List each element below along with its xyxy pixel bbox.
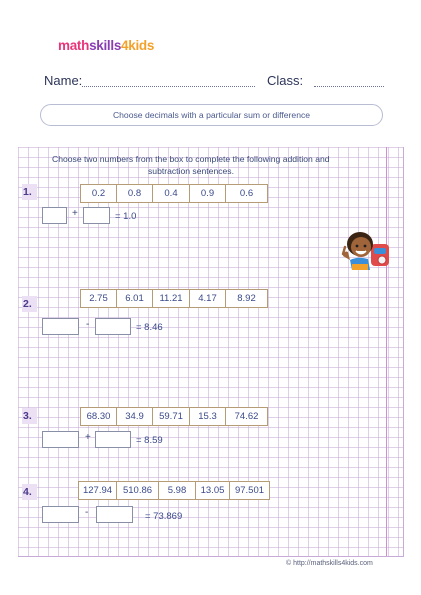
- number-option: 6.01: [117, 290, 153, 307]
- question-number: 1.: [22, 184, 37, 200]
- number-option: 0.6: [239, 188, 254, 199]
- number-box: [80, 184, 268, 203]
- result-value: = 73.869: [145, 511, 183, 522]
- logo-part-skills: skills: [89, 38, 122, 53]
- question-number: 3.: [22, 408, 37, 424]
- number-option: 11.21: [153, 290, 190, 307]
- number-option: 34.9: [117, 408, 153, 425]
- answer-box-first[interactable]: [42, 506, 79, 523]
- number-option: 2.75: [81, 290, 117, 307]
- number-option: 68.30: [81, 408, 117, 425]
- answer-box-first[interactable]: [42, 318, 79, 335]
- number-option: 15.3: [190, 408, 226, 425]
- directions-line-1: Choose two numbers from the box to complete the following addition and: [52, 154, 330, 164]
- number-option: 5.98: [159, 482, 196, 499]
- number-option: 59.71: [153, 408, 190, 425]
- number-box: [80, 289, 268, 308]
- number-option: 97.501: [234, 485, 265, 496]
- answer-box-first[interactable]: [42, 207, 67, 224]
- number-option: 0.8: [117, 185, 153, 202]
- name-field-line[interactable]: [82, 86, 255, 87]
- footer-copyright: © http://mathskills4kids.com: [286, 560, 373, 567]
- number-option: 127.94: [79, 482, 117, 499]
- logo-part-math: math: [58, 38, 90, 53]
- operator-sign: +: [85, 432, 91, 443]
- number-option: 13.05: [196, 482, 230, 499]
- answer-box-second[interactable]: [95, 431, 131, 448]
- answer-box-second[interactable]: [96, 506, 133, 523]
- operator-sign: -: [85, 507, 89, 518]
- result-value: = 8.59: [136, 435, 163, 446]
- number-option: 4.17: [190, 290, 226, 307]
- question-number: 2.: [22, 296, 37, 312]
- answer-box-second[interactable]: [95, 318, 131, 335]
- answer-box-second[interactable]: [83, 207, 110, 224]
- class-label: Class:: [267, 73, 304, 88]
- operator-sign: -: [86, 319, 90, 330]
- result-value: = 8.46: [136, 322, 163, 333]
- number-option: 74.62: [234, 411, 259, 422]
- logo-part-4kids: 4kids: [121, 38, 155, 53]
- operator-sign: +: [72, 208, 78, 219]
- answer-box-first[interactable]: [42, 431, 79, 448]
- class-field-line[interactable]: [314, 86, 384, 87]
- result-value: = 1.0: [115, 211, 137, 222]
- number-option: 0.4: [153, 185, 190, 202]
- question-number: 4.: [22, 484, 37, 500]
- number-box: [80, 407, 268, 426]
- name-label: Name:: [44, 73, 83, 88]
- number-option: 510.86: [117, 482, 159, 499]
- site-logo: [58, 38, 154, 53]
- number-box: [78, 481, 270, 500]
- number-option: 0.9: [190, 185, 226, 202]
- directions-line-2: subtraction sentences.: [148, 166, 234, 176]
- margin-line: [386, 147, 387, 556]
- number-option: 8.92: [237, 293, 256, 304]
- worksheet-title: Choose decimals with a particular sum or difference: [40, 104, 383, 126]
- number-option: 0.2: [81, 185, 117, 202]
- name-class-row: [44, 73, 389, 91]
- kid-with-backpack-illustration: [338, 226, 394, 274]
